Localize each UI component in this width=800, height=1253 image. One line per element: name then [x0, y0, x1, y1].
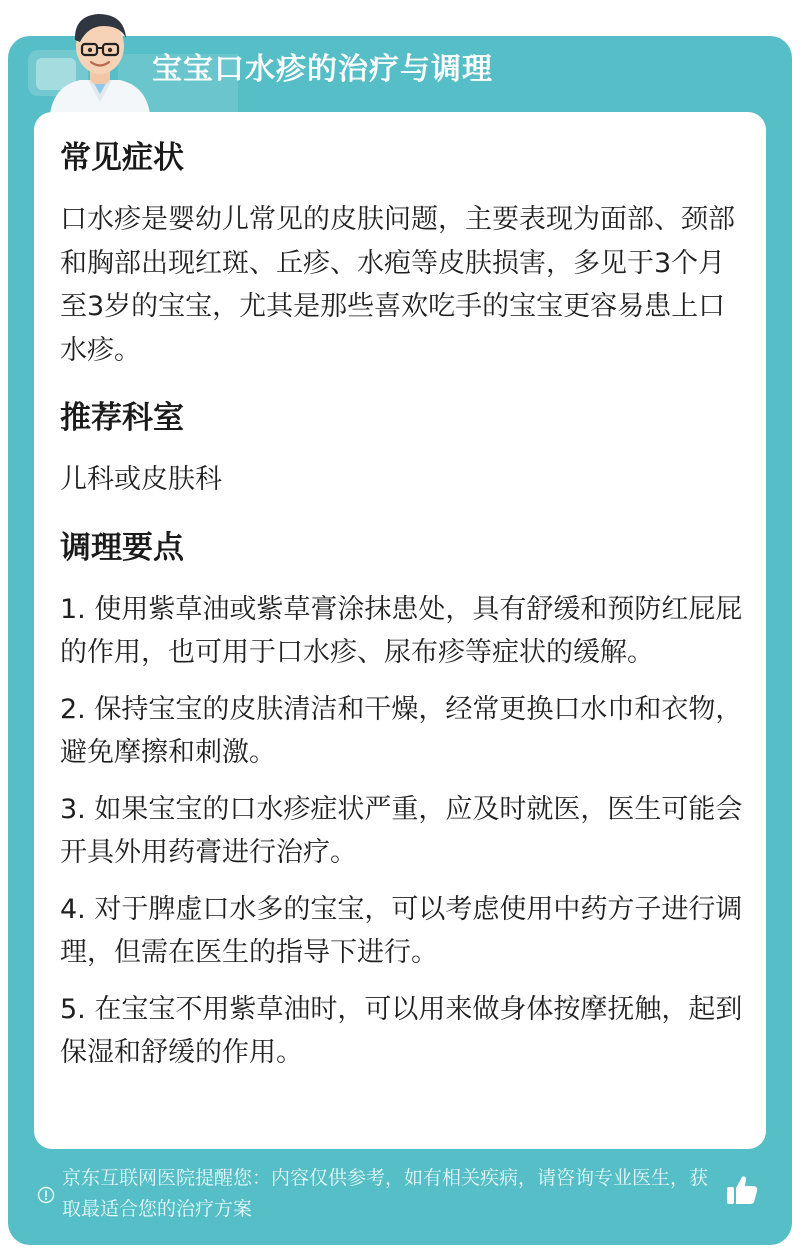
care-item: 1. 使用紫草油或紫草膏涂抹患处，具有舒缓和预防红屁屁的作用，也可用于口水疹、尿布疹等症状的缓解。: [60, 593, 743, 668]
page-title: 宝宝口水疹的治疗与调理: [152, 52, 493, 87]
care-item: 5. 在宝宝不用紫草油时，可以用来做身体按摩抚触，起到保湿和舒缓的作用。: [60, 993, 743, 1068]
care-heading: 调理要点: [60, 529, 184, 566]
disclaimer-text: 京东互联网医院提醒您：内容仅供参考，如有相关疾病，请咨询专业医生，获取最适合您的治疗方案: [62, 1167, 709, 1220]
doctor-avatar-icon: [40, 6, 160, 114]
disclaimer-footer: [36, 1163, 726, 1225]
department-text: 儿科或皮肤科: [60, 464, 222, 495]
content-card: [34, 112, 766, 1149]
thumbs-up-icon[interactable]: [724, 1172, 760, 1208]
content-body: [60, 134, 750, 1075]
care-item: 3. 如果宝宝的口水疹症状严重，应及时就医，医生可能会开具外用药膏进行治疗。: [60, 793, 743, 868]
care-item: 2. 保持宝宝的皮肤清洁和干燥，经常更换口水巾和衣物，避免摩擦和刺激。: [60, 693, 743, 768]
department-heading: 推荐科室: [60, 400, 184, 436]
care-item: 4. 对于脾虚口水多的宝宝，可以考虑使用中药方子进行调理，但需在医生的指导下进行。: [60, 893, 743, 968]
symptoms-text: 口水疹是婴幼儿常见的皮肤问题，主要表现为面部、颈部和胸部出现红斑、丘疹、水疱等皮肤损害，多见于3个月至3岁的宝宝，尤其是那些喜欢吃手的宝宝更容易患上口水疹。: [60, 204, 735, 366]
symptoms-heading: 常见症状: [60, 140, 184, 176]
